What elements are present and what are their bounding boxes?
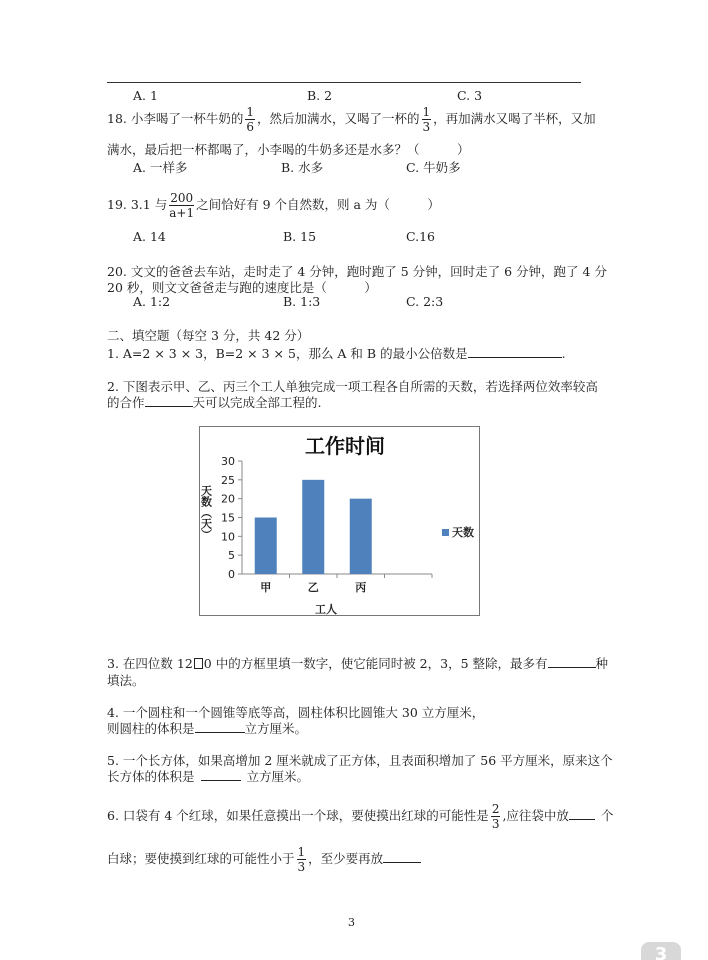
page-badge: 3 xyxy=(641,942,681,960)
fill-1 xyxy=(107,344,566,362)
fill-5-text-a: 长方体的体积是 xyxy=(107,769,195,784)
fill-6-fraction-1-num: 2 xyxy=(491,802,500,816)
q18-option-c: C. 牛奶多 xyxy=(406,160,461,175)
section-2-heading: 二、填空题（每空 3 分，共 42 分） xyxy=(107,328,310,343)
fill-5-line1: 5. 一个长方体，如果高增加 2 厘米就成了正方体，且表面积增加了 56 平方厘米，原来这个 xyxy=(107,753,613,768)
q19-line1 xyxy=(107,192,440,219)
q17-option-c: C. 3 xyxy=(457,88,483,103)
fill-6-line2 xyxy=(107,846,421,873)
y-tick-label: 0 xyxy=(228,568,235,581)
y-tick-label: 15 xyxy=(221,511,235,525)
fill-6-fraction-1-den: 3 xyxy=(491,817,500,831)
fill-6-fraction-2 xyxy=(297,846,307,873)
fill-4-blank[interactable] xyxy=(195,722,245,733)
q19-option-c: C.16 xyxy=(406,229,435,244)
fill-6-blank-1[interactable] xyxy=(569,809,595,820)
fill-2-line1: 2. 下图表示甲、乙、丙三个工人单独完成一项工程各自所需的天数，若选择两位效率较高 xyxy=(107,379,598,394)
fill-3-text-c: 种 xyxy=(595,656,609,671)
fill-2-text-b: 天可以完成全部工程的. xyxy=(192,395,322,410)
q18-fraction-1-den: 6 xyxy=(246,120,254,134)
fill-2-blank[interactable] xyxy=(145,396,193,407)
q19-fraction xyxy=(169,192,194,219)
fill-6-fraction-1 xyxy=(491,803,501,830)
fill-5-line2 xyxy=(107,767,309,785)
x-category-label: 丙 xyxy=(355,581,367,594)
bar-3 xyxy=(350,499,372,574)
y-tick-label: 5 xyxy=(228,549,235,563)
q18-text-c: ，再加满水又喝了半杯，又加 xyxy=(433,111,596,126)
y-tick-label: 25 xyxy=(221,473,235,487)
fill-2-text-a: 的合作 xyxy=(107,395,145,410)
bar-1 xyxy=(255,518,277,575)
fill-6-fraction-2-num: 1 xyxy=(297,845,306,859)
q18-fraction-2-num: 1 xyxy=(422,105,431,119)
fill-1-text: 1. A=2 × 3 × 3，B=2 × 3 × 5，那么 A 和 B 的最小公倍数是 xyxy=(107,346,468,361)
fill-3-line1 xyxy=(107,654,608,672)
fill-3-text-b: 0 中的方框里填一数字，使它能同时被 2，3，5 整除，最多有 xyxy=(203,656,548,671)
fill-3-blank[interactable] xyxy=(548,657,596,668)
q18-option-b: B. 水多 xyxy=(281,160,324,175)
fill-6-text-b: ,应往袋中放 xyxy=(502,808,569,823)
fill-6-text-c: 个 xyxy=(600,808,614,823)
fill-6-fraction-2-den: 3 xyxy=(297,860,306,874)
chart-title: 工作时间 xyxy=(305,434,385,458)
q19-fraction-num: 200 xyxy=(170,191,194,205)
x-category-label: 甲 xyxy=(260,581,272,594)
fill-6-blank-2[interactable] xyxy=(383,852,421,863)
q19-option-b: B. 15 xyxy=(283,229,317,244)
q17-option-b: B. 2 xyxy=(307,88,333,103)
q19-fraction-den: a+1 xyxy=(169,206,195,220)
legend-swatch xyxy=(442,529,449,536)
q20-line2: 20 秒，则文文爸爸走与跑的速度比是（ ） xyxy=(107,280,377,295)
q20-line1: 20. 文文的爸爸去车站，走时走了 4 分钟，跑时跑了 5 分钟，回时走了 6 分钟，跑了 4 分 xyxy=(107,264,607,279)
fill-5-blank[interactable] xyxy=(201,770,241,781)
fill-3-text-a: 3. 在四位数 12 xyxy=(107,656,193,671)
q18-line1 xyxy=(107,106,596,133)
fill-3-line2: 填法。 xyxy=(107,673,145,688)
work-time-chart xyxy=(199,426,480,616)
fill-6-text-e: ，至少要再放 xyxy=(308,851,384,866)
q18-option-a: A. 一样多 xyxy=(133,160,188,175)
fill-1-end: . xyxy=(561,346,566,361)
q19-text-pre: 19. 3.1 与 xyxy=(107,197,168,212)
q20-option-a: A. 1:2 xyxy=(133,294,171,309)
q20-option-c: C. 2:3 xyxy=(406,294,444,309)
top-divider xyxy=(107,82,581,83)
fill-1-blank[interactable] xyxy=(468,347,562,358)
digit-box[interactable] xyxy=(194,658,203,669)
bar-2 xyxy=(302,480,324,574)
page-number: 3 xyxy=(348,916,355,929)
fill-5-text-b: 立方厘米。 xyxy=(246,769,310,784)
fill-6-text-d: 白球；要使摸到红球的可能性小于 xyxy=(107,851,295,866)
q18-fraction-1 xyxy=(245,106,255,133)
y-tick-label: 30 xyxy=(221,455,235,468)
fill-6-line1 xyxy=(107,803,613,830)
x-axis-label: 工人 xyxy=(315,603,337,615)
fill-4-text-a: 则圆柱的体积是 xyxy=(107,721,195,736)
q18-fraction-2 xyxy=(422,106,432,133)
fill-4-text-b: 立方厘米。 xyxy=(244,721,308,736)
q17-option-a: A. 1 xyxy=(133,88,158,103)
q18-text-a: 18. 小李喝了一杯牛奶的 xyxy=(107,111,244,126)
q18-line2: 满水，最后把一杯都喝了，小李喝的牛奶多还是水多？（ ） xyxy=(107,142,470,157)
fill-2-line2 xyxy=(107,393,322,411)
x-category-label: 乙 xyxy=(307,581,319,594)
q20-option-b: B. 1:3 xyxy=(283,294,321,309)
y-tick-label: 20 xyxy=(221,492,235,506)
y-tick-label: 10 xyxy=(221,530,235,544)
q18-fraction-2-den: 3 xyxy=(422,120,431,134)
fill-4-line2 xyxy=(107,719,307,737)
q19-option-a: A. 14 xyxy=(133,229,166,244)
q19-text-post: 之间恰好有 9 个自然数，则 a 为（ ） xyxy=(196,197,440,212)
fill-4-line1: 4. 一个圆柱和一个圆锥等底等高，圆柱体积比圆锥大 30 立方厘米， xyxy=(107,705,485,720)
legend-label: 天数 xyxy=(452,526,474,539)
q18-text-b: ，然后加满水，又喝了一杯的 xyxy=(257,111,420,126)
chart-svg xyxy=(200,427,479,615)
y-axis-label: 天数（天） xyxy=(200,485,213,540)
q18-fraction-1-num: 1 xyxy=(246,105,254,119)
fill-6-text-a: 6. 口袋有 4 个红球，如果任意摸出一个球，要使摸出红球的可能性是 xyxy=(107,808,489,823)
